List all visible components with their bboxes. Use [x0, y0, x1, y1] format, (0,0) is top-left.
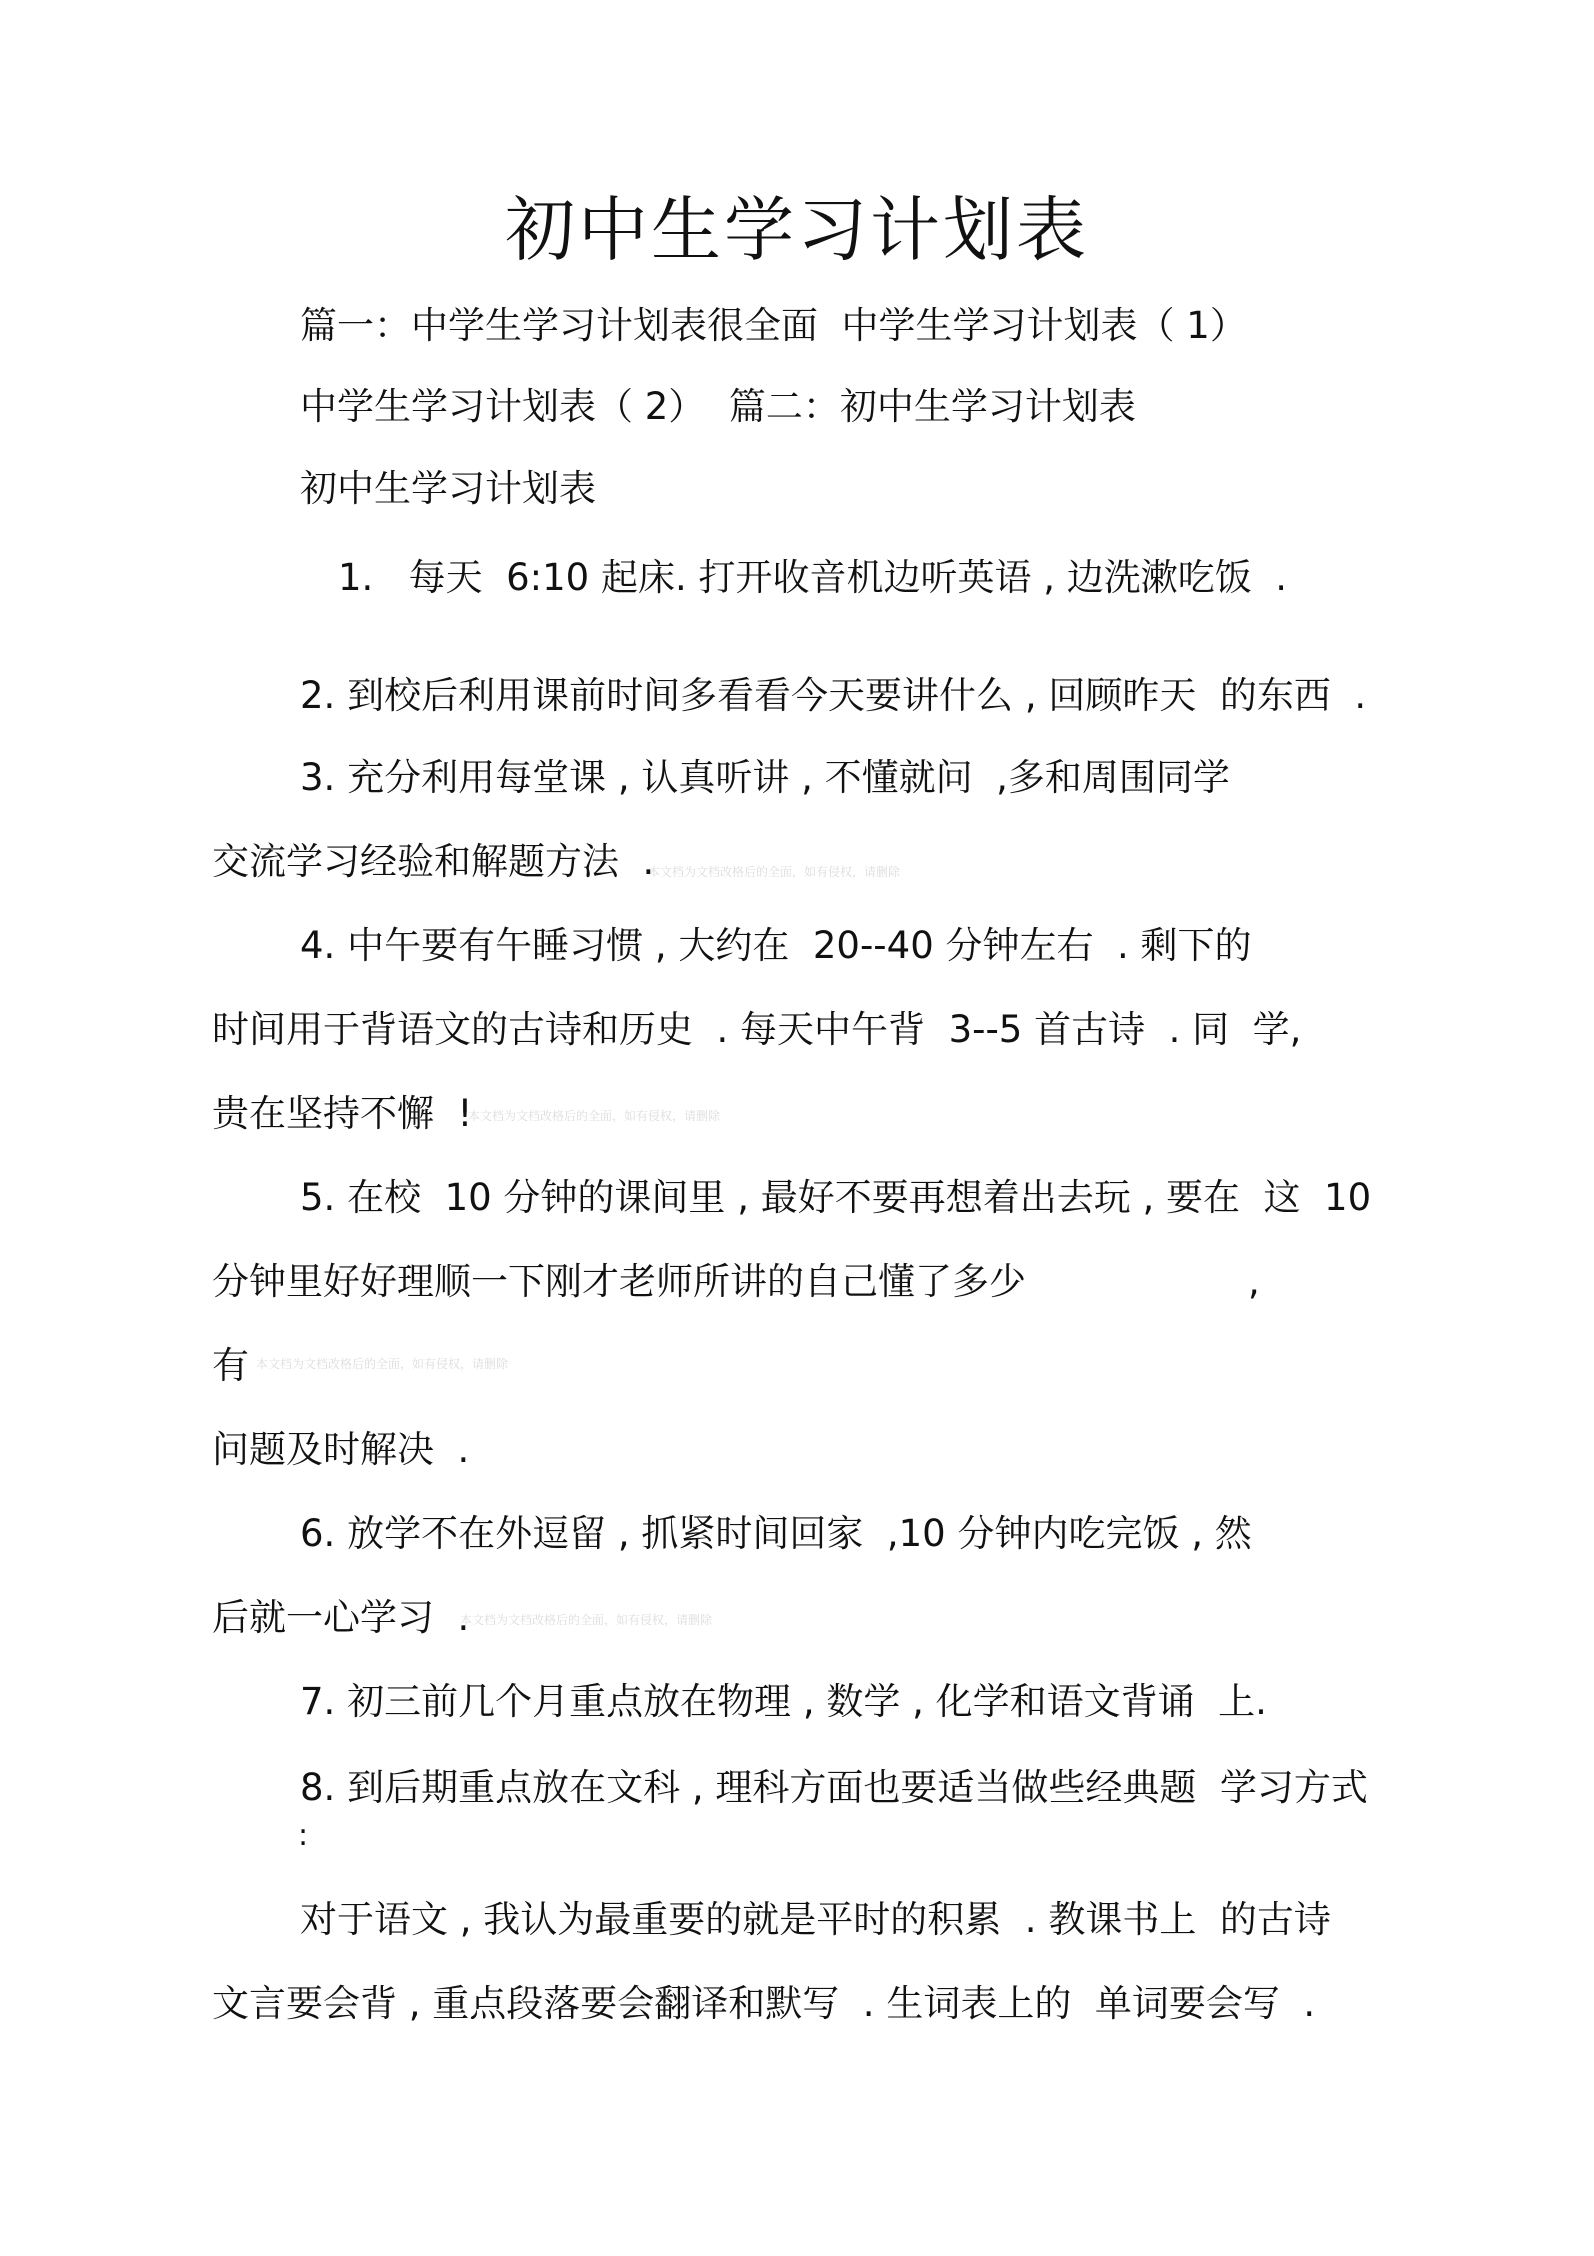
list-item-6: 6. 放学不在外逗留 , 抓紧时间回家 ,10 分钟内吃完饭 , 然 [300, 1512, 1252, 1555]
paragraph-line: 对于语文 , 我认为最重要的就是平时的积累 . 教课书上 的古诗 [300, 1898, 1331, 1941]
text-line: 时间用于背语文的古诗和历史 . 每天中午背 3--5 首古诗 . 同 学, [212, 1008, 1302, 1051]
paragraph-line: 文言要会背 , 重点段落要会翻译和默写 . 生词表上的 单词要会写 . [212, 1982, 1316, 2025]
text-line: 中学生学习计划表（ 2） 篇二：初中生学习计划表 [300, 385, 1136, 428]
watermark: 本文档为文档改格后的全面，如有侵权，请删除 [460, 1613, 713, 1627]
text-line: 有 [212, 1344, 249, 1387]
text-line: 篇一：中学生学习计划表很全面 中学生学习计划表（ 1） [300, 304, 1247, 347]
watermark: 本文档为文档改格后的全面，如有侵权，请删除 [256, 1357, 509, 1371]
watermark: 本文档为文档改格后的全面，如有侵权，请删除 [648, 865, 901, 879]
list-item-8: 8. 到后期重点放在文科 , 理科方面也要适当做些经典题 学习方式 [300, 1766, 1368, 1809]
text-line: 问题及时解决 . [212, 1428, 470, 1471]
list-item-3: 3. 充分利用每堂课 , 认真听讲 , 不懂就问 ,多和周围同学 [300, 756, 1230, 799]
text-line: 分钟里好好理顺一下刚才老师所讲的自己懂了多少 [212, 1260, 1026, 1303]
list-item-7: 7. 初三前几个月重点放在物理 , 数学 , 化学和语文背诵 上. [300, 1680, 1267, 1723]
text-line: 初中生学习计划表 [300, 467, 596, 510]
list-item-1: 1. 每天 6:10 起床. 打开收音机边听英语 , 边洗漱吃饭 . [338, 556, 1288, 599]
text-line: 交流学习经验和解题方法 . [212, 840, 655, 883]
page-title: 初中生学习计划表 [505, 189, 1089, 271]
text-line: , [1248, 1260, 1260, 1303]
list-item-4: 4. 中午要有午睡习惯 , 大约在 20--40 分钟左右 . 剩下的 [300, 924, 1252, 967]
text-line: 后就一心学习 . [212, 1596, 470, 1639]
list-item-5: 5. 在校 10 分钟的课间里 , 最好不要再想着出去玩 , 要在 这 10 [300, 1176, 1372, 1219]
text-line: : [298, 1818, 309, 1853]
watermark: 本文档为文档改格后的全面，如有侵权，请删除 [468, 1109, 721, 1123]
list-item-2: 2. 到校后利用课前时间多看看今天要讲什么 , 回顾昨天 的东西 . [300, 674, 1367, 717]
text-line: 贵在坚持不懈 ! [212, 1092, 473, 1135]
